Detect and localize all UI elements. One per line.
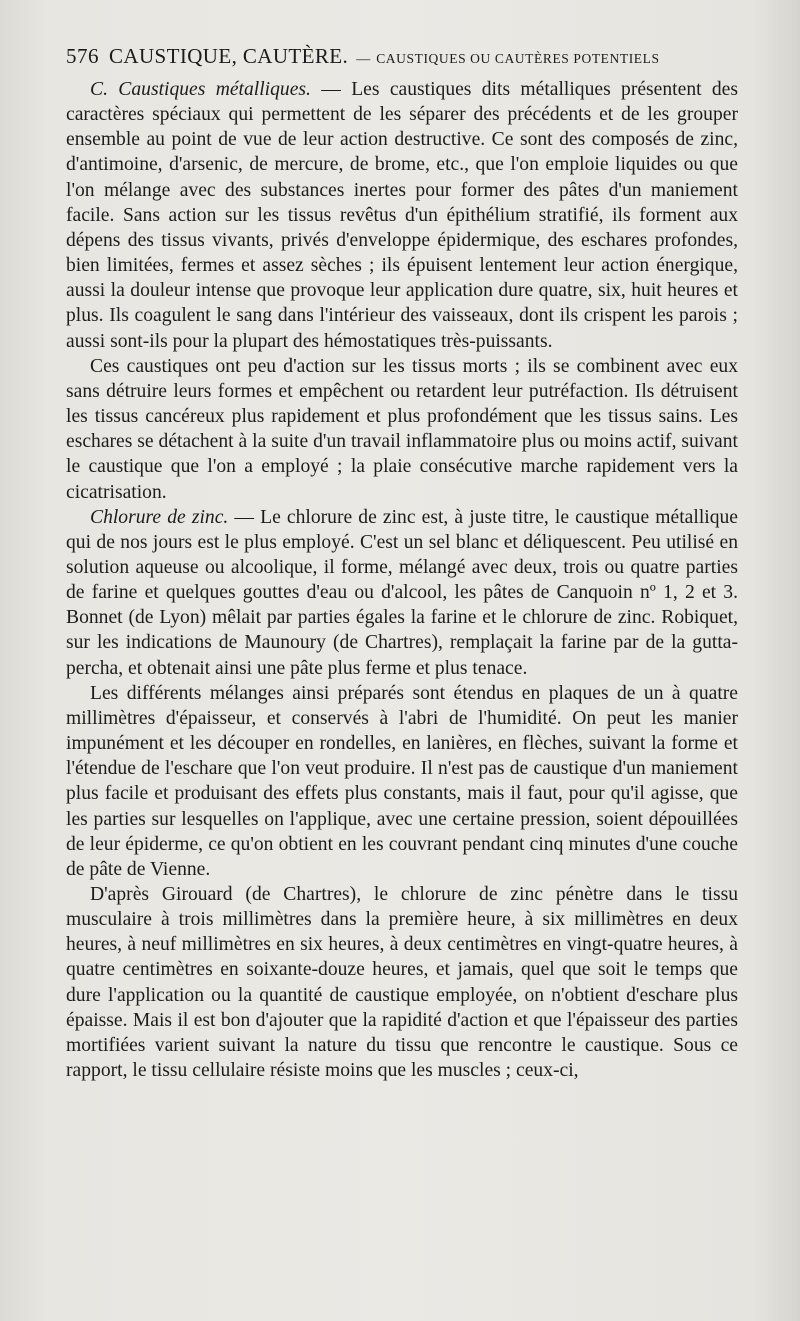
paragraph-lead: C. Caustiques métalliques. — [90, 79, 311, 100]
body-text — [66, 77, 738, 1083]
paragraph-chlorure-de-zinc — [66, 505, 738, 681]
running-subtitle: CAUSTIQUES OU CAUTÈRES POTENTIELS — [376, 51, 660, 66]
paragraph-melanges — [66, 681, 738, 882]
running-title: CAUSTIQUE, CAUTÈRE. — [109, 44, 349, 68]
header-dash: — — [356, 52, 371, 67]
paragraph-caustiques-metalliques — [66, 77, 738, 354]
paragraph-text: D'après Girouard (de Chartres), le chlorure de zinc pénètre dans le tissu musculaire à trois millimètres dans la première heure, à six millimètres en deux heures, à neuf millimètres en six heures, à deux centimètres en vingt-quatre heures, à quatre centimètres en soixante-douze heures, et jamais, quel que soit le temps que dure l'application ou la quantité de caustique employée, on n'obtient d'eschare plus épaisse. Mais il est bon d'ajouter que la rapidité d'action et que l'épaisseur des parties mortifiées varient suivant la nature du tissu que rencontre le caustique. Sous ce rapport, le tissu cellulaire résiste moins que les muscles ; ceux-ci, — [66, 884, 738, 1082]
page-number: 576 — [66, 44, 99, 68]
paragraph-action-tissus — [66, 354, 738, 505]
paragraph-text: Ces caustiques ont peu d'action sur les tissus morts ; ils se combinent avec eux sans détruire leurs formes et empêchent ou retardent leur putréfaction. Ils détruisent les tissus cancéreux plus rapidement et plus profondément que les tissus sains. Les eschares se détachent à la suite d'un travail inflammatoire plus ou moins actif, suivant le caustique que l'on a employé ; la plaie consécutive marche rapidement vers la cicatrisation. — [66, 355, 738, 503]
paragraph-lead: Chlorure de zinc. — [90, 506, 229, 528]
running-header — [66, 44, 738, 78]
paragraph-text: — Le chlorure de zinc est, à juste titre, le caustique métallique qui de nos jours est le plus employé. C'est un sel blanc et déliquescent. Peu utilisé en solution aqueuse ou alcoolique, il forme, mélangé avec deux, trois ou quatre parties de farine et quelques gouttes d'eau ou d'alcool, les pâtes de Canquoin nº 1, 2 et 3. Bonnet (de Lyon) mêlait par parties égales la farine et le chlorure de zinc. Robiquet, sur les indications de Maunoury (de Chartres), remplaçait la farine par de la gutta-percha, et obtenait ainsi une pâte plus ferme et plus tenace. — [66, 506, 738, 679]
paragraph-text: Les différents mélanges ainsi préparés sont étendus en plaques de un à quatre millimètres d'épaisseur, et conservés à l'abri de l'humidité. On peut les manier impunément et les découper en rondelles, en lanières, en flèches, suivant la forme et l'étendue de l'eschare que l'on veut produire. Il n'est pas de caustique d'un maniement plus facile et produisant des effets plus constants, mais il faut, pour qu'il agisse, que les parties sur lesquelles on l'applique, avec une certaine pression, soient dépouillées de leur épiderme, ce qu'on obtient en les couvrant pendant cinq minutes d'une couche de pâte de Vienne. — [66, 682, 738, 880]
paragraph-girouard — [66, 882, 738, 1083]
paragraph-text: — Les caustiques dits métalliques présentent des caractères spéciaux qui permettent de les séparer des précédents et de les grouper ensemble au point de vue de leur action destructive. Ce sont des composés de zinc, d'antimoine, d'arsenic, de mercure, de brome, etc., que l'on emploie liquides ou que l'on mélange avec des substances inertes pour former des pâtes d'un maniement facile. Sans action sur les tissus revêtus d'un épithélium stratifié, ils forment aux dépens des tissus vivants, privés d'enveloppe épidermique, des eschares profondes, bien limitées, fermes et assez sèches ; ils épuisent lentement leur action énergique, aussi la douleur intense que provoque leur application dure quatre, six, huit heures et plus. Ils coagulent le sang dans l'intérieur des vaisseaux, dont ils crispent les parois ; aussi sont-ils pour la plupart des hémostatiques très-puissants. — [66, 79, 739, 352]
